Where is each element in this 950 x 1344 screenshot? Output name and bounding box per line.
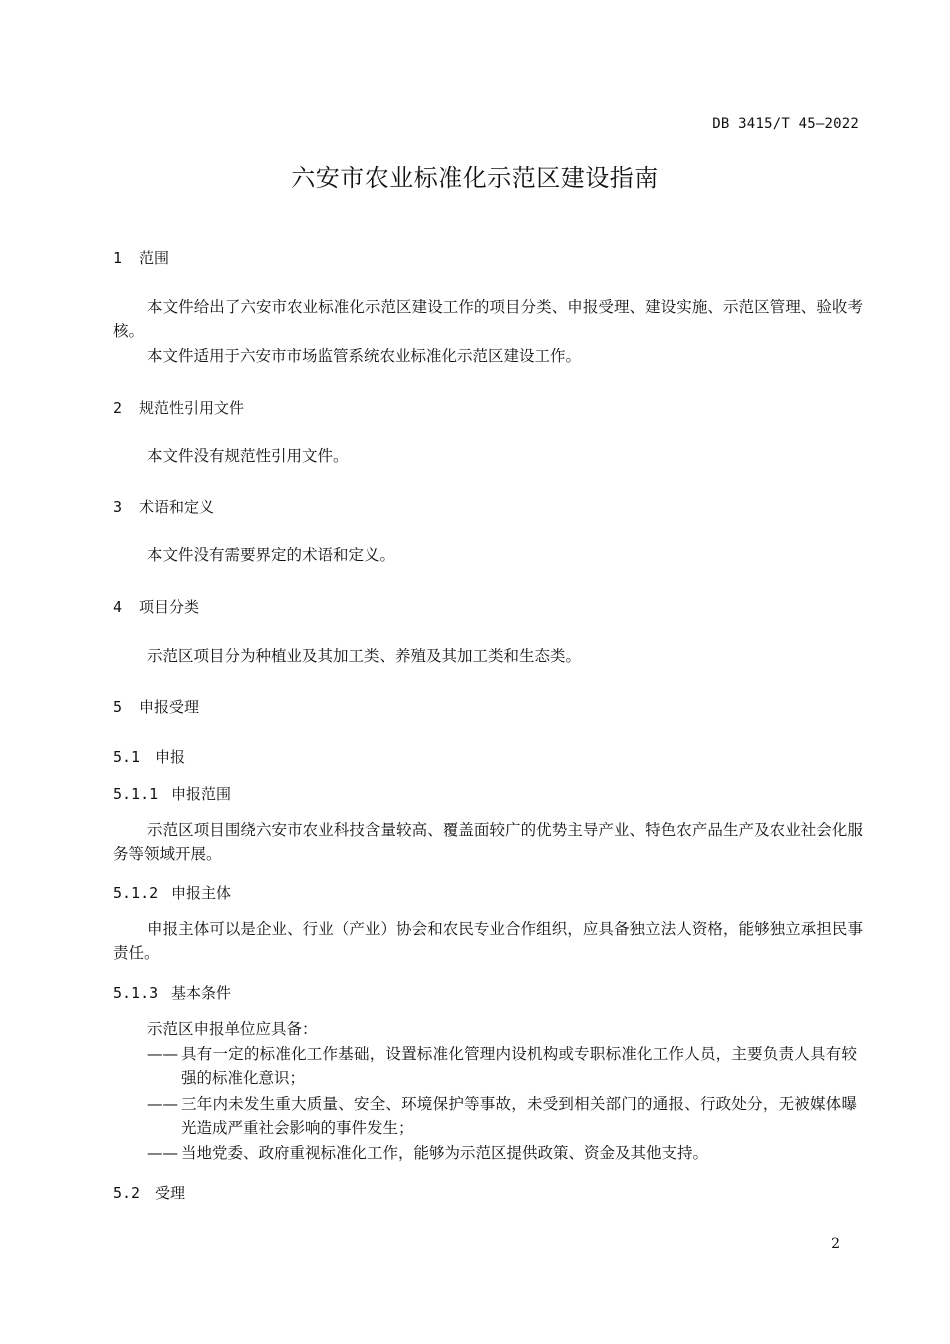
section-number: 5.1.2 [113,884,159,902]
section-1-paragraph-2: 本文件适用于六安市市场监管系统农业标准化示范区建设工作。 [147,347,582,365]
section-5-1-heading [113,746,185,767]
section-5-1-3-intro: 示范区申报单位应具备： [147,1020,318,1038]
section-4-paragraph-1: 示范区项目分为种植业及其加工类、养殖及其加工类和生态类。 [147,647,582,665]
section-title: 受理 [155,1184,186,1202]
section-5-heading [113,696,199,717]
section-number: 5.2 [113,1184,141,1202]
section-title: 申报主体 [171,884,232,902]
dash-mark: —— [147,1095,178,1113]
list-item-text: 具有一定的标准化工作基础，设置标准化管理内设机构或专职标准化工作人员，主要负责人具有较强的标准化意识； [181,1045,857,1087]
section-2-paragraph-1: 本文件没有规范性引用文件。 [147,447,349,465]
section-number: 3 [113,498,123,516]
dash-mark: —— [147,1144,178,1162]
section-3-heading [113,496,214,517]
section-5-1-1-heading [113,783,231,804]
section-5-1-1-paragraph: 示范区项目围绕六安市农业科技含量较高、覆盖面较广的优势主导产业、特色农产品生产及农业社会化服务等领域开展。 [113,821,863,863]
list-item-text: 当地党委、政府重视标准化工作，能够为示范区提供政策、资金及其他支持。 [181,1144,709,1162]
section-title: 术语和定义 [139,498,215,516]
list-item [147,1141,857,1165]
section-1-heading [113,247,169,268]
section-title: 申报范围 [171,785,232,803]
section-5-1-3-heading [113,982,231,1003]
section-5-1-2-paragraph: 申报主体可以是企业、行业（产业）协会和农民专业合作组织，应具备独立法人资格，能够独立承担民事责任。 [113,920,863,962]
section-number: 5.1 [113,748,141,766]
section-5-1-2-heading [113,882,231,903]
section-title: 基本条件 [171,984,232,1002]
list-item-text: 三年内未发生重大质量、安全、环境保护等事故，未受到相关部门的通报、行政处分，无被媒体曝光造成严重社会影响的事件发生； [181,1095,857,1137]
section-title: 申报 [155,748,186,766]
section-title: 项目分类 [139,598,200,616]
section-number: 5.1.1 [113,785,159,803]
section-2-heading [113,397,244,418]
document-code: DB 3415/T 45—2022 [712,116,859,132]
section-number: 2 [113,399,123,417]
section-title: 规范性引用文件 [139,399,245,417]
section-number: 4 [113,598,123,616]
page-title: 六安市农业标准化示范区建设指南 [291,164,659,192]
section-title: 范围 [139,249,170,267]
section-3-paragraph-1: 本文件没有需要界定的术语和定义。 [147,546,396,564]
section-title: 申报受理 [139,698,200,716]
section-number: 5.1.3 [113,984,159,1002]
list-item [147,1042,857,1090]
section-number: 5 [113,698,123,716]
section-5-2-heading [113,1182,185,1203]
section-4-heading [113,596,199,617]
section-number: 1 [113,249,123,267]
page-number: 2 [831,1236,840,1252]
section-1-paragraph-1: 本文件给出了六安市农业标准化示范区建设工作的项目分类、申报受理、建设实施、示范区管理、验收考核。 [113,298,863,340]
list-item [147,1092,857,1140]
dash-mark: —— [147,1045,178,1063]
